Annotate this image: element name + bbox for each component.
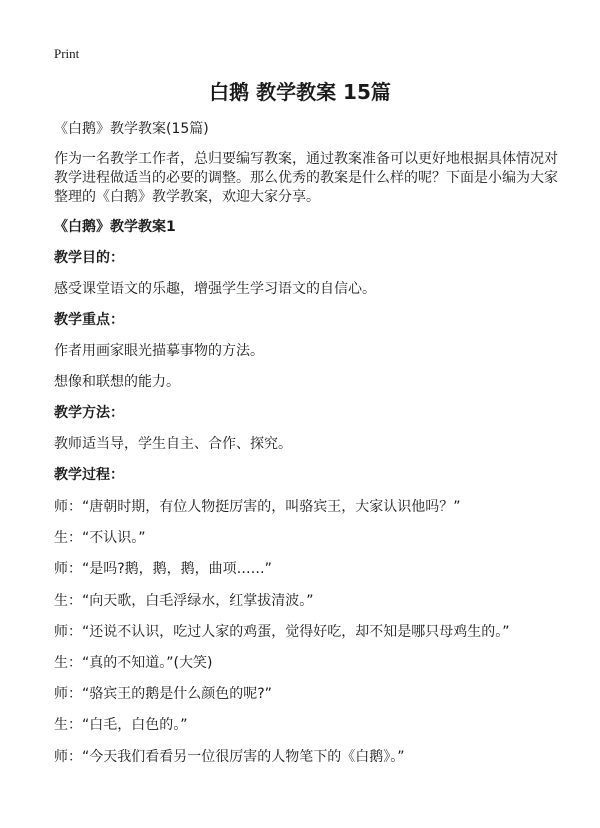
method-heading: 教学方法： (54, 405, 124, 421)
print-link[interactable]: Print (54, 46, 80, 61)
process-heading: 教学过程： (54, 467, 124, 483)
dialogue-line: 师：“是吗?鹅，鹅，鹅，曲项……” (54, 561, 272, 577)
dialogue-line: 生：“真的不知道。”(大笑) (54, 655, 213, 671)
dialogue-line: 生：“向天歌，白毛浮绿水，红掌拔清波。” (54, 593, 314, 609)
intro-line: 教学进程做适当的必要的调整。那么优秀的教案是什么样的呢？下面是小编为大家 (54, 170, 558, 186)
method-text: 教师适当导，学生自主、合作、探究。 (54, 436, 292, 452)
document-title: 白鹅 教学教案 15篇 (209, 80, 391, 104)
dialogue-line: 师：“唐朝时期，有位人物挺厉害的，叫骆宾王，大家认识他吗？” (54, 499, 461, 515)
focus-item: 想像和联想的能力。 (54, 374, 180, 390)
section-heading: 《白鹅》教学教案1 (54, 219, 176, 235)
document-subtitle: 《白鹅》教学教案(15篇) (54, 121, 209, 137)
dialogue-line: 师：“今天我们看看另一位很厉害的人物笔下的《白鹅》。” (54, 749, 405, 765)
dialogue-line: 师：“还说不认识，吃过人家的鸡蛋，觉得好吃，却不知是哪只母鸡生的。” (54, 624, 510, 640)
intro-line: 整理的《白鹅》教学教案，欢迎大家分享。 (54, 189, 320, 205)
focus-item: 作者用画家眼光描摹事物的方法。 (54, 343, 264, 359)
goal-heading: 教学目的： (54, 250, 124, 266)
focus-heading: 教学重点： (54, 312, 124, 328)
intro-line: 作为一名教学工作者，总归要编写教案，通过教案准备可以更好地根据具体情况对 (54, 151, 558, 167)
dialogue-line: 师：“骆宾王的鹅是什么颜色的呢?” (54, 686, 272, 702)
dialogue-line: 生：“不认识。” (54, 530, 146, 546)
dialogue-line: 生：“白毛，白色的。” (54, 717, 188, 733)
goal-text: 感受课堂语文的乐趣，增强学生学习语文的自信心。 (54, 281, 376, 297)
